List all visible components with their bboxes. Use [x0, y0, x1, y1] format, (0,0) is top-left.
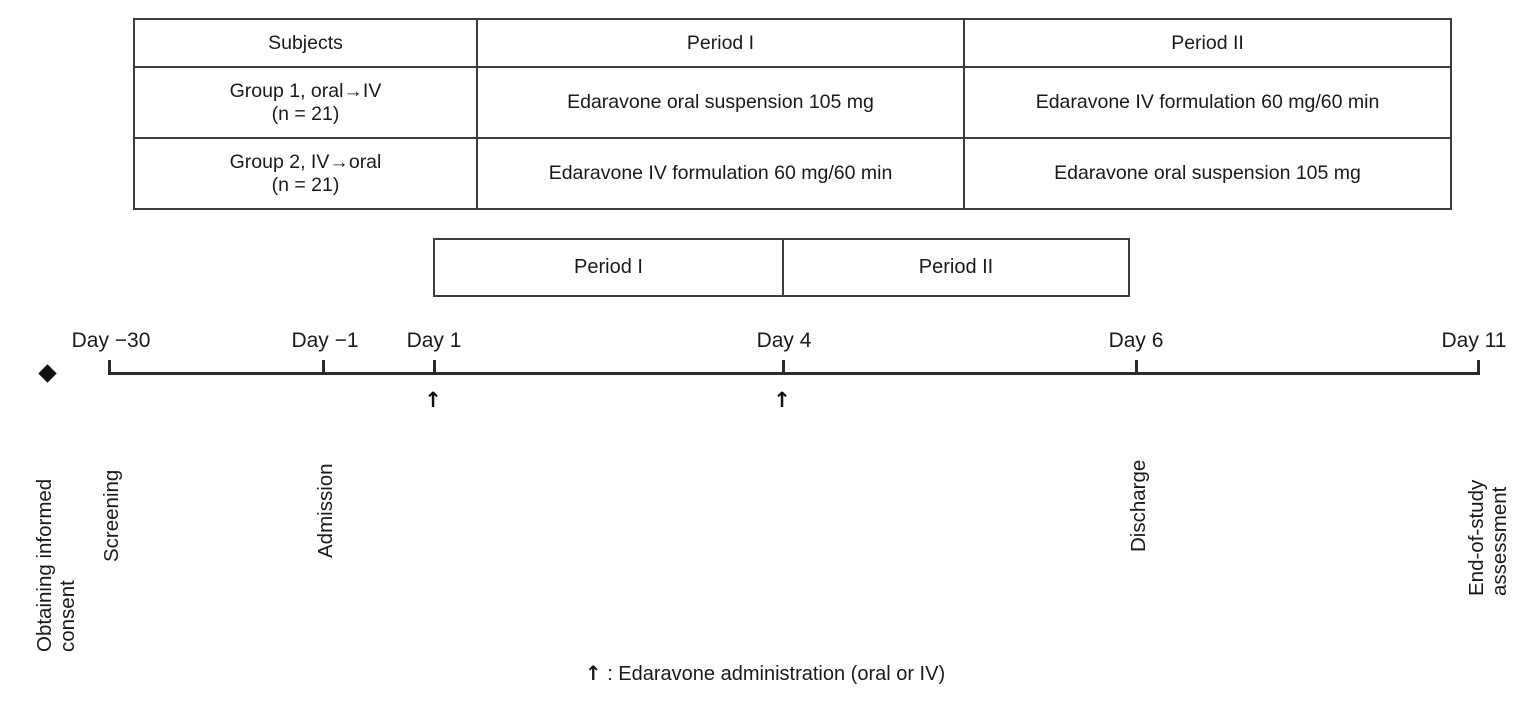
header-period-1: Period I — [477, 19, 964, 67]
group-1-count: (n = 21) — [271, 102, 340, 125]
timeline-tick-day-minus-1 — [322, 360, 325, 373]
header-subjects: Subjects — [134, 19, 477, 67]
group-2-count: (n = 21) — [271, 173, 340, 196]
legend-text: : Edaravone administration (oral or IV) — [607, 663, 946, 685]
group-1-label: Group 1, oral→IV — [229, 79, 382, 102]
event-label-discharge — [1128, 460, 1150, 552]
event-label-admission-line-1: Admission — [314, 463, 337, 558]
legend — [0, 661, 1530, 686]
cell-group-1-period-1: Edaravone oral suspension 105 mg — [477, 67, 964, 138]
period-bar-segment-1: Period I — [435, 240, 784, 295]
timeline-axis — [108, 372, 1480, 375]
day-label-minus-1: Day −1 — [291, 329, 359, 352]
event-label-informed-consent — [34, 479, 80, 652]
study-design-table — [133, 18, 1452, 210]
day-label-4: Day 4 — [756, 329, 812, 352]
administration-arrow-day-4: ↑ — [773, 388, 791, 412]
event-label-screening — [101, 470, 123, 562]
timeline-tick-day-1 — [433, 360, 436, 373]
timeline-tick-day-11 — [1477, 360, 1480, 373]
timeline-tick-day-minus-30 — [108, 360, 111, 373]
period-bar — [433, 238, 1130, 297]
event-label-end-of-study-line-2: assessment — [1487, 486, 1511, 596]
event-label-end-of-study-line-1: End-of-study — [1465, 479, 1488, 596]
day-label-11: Day 11 — [1441, 329, 1507, 352]
table-header-row — [134, 19, 1451, 67]
cell-group-1-period-2: Edaravone IV formulation 60 mg/60 min — [964, 67, 1451, 138]
table-row — [134, 138, 1451, 209]
event-label-end-of-study — [1466, 480, 1512, 596]
table-row — [134, 67, 1451, 138]
informed-consent-diamond-marker — [38, 364, 56, 382]
timeline-tick-day-4 — [782, 360, 785, 373]
day-label-6: Day 6 — [1108, 329, 1164, 352]
event-label-admission — [315, 463, 337, 558]
event-label-screening-line-1: Screening — [100, 469, 123, 562]
group-2-label: Group 2, IV→oral — [229, 150, 382, 173]
timeline-tick-day-6 — [1135, 360, 1138, 373]
header-period-2: Period II — [964, 19, 1451, 67]
event-label-discharge-line-1: Discharge — [1127, 459, 1150, 552]
event-label-informed-consent-line-1: Obtaining informed — [33, 478, 56, 652]
cell-subject-group-1 — [134, 67, 477, 138]
cell-group-2-period-1: Edaravone IV formulation 60 mg/60 min — [477, 138, 964, 209]
period-bar-segment-2: Period II — [918, 256, 994, 278]
day-label-1: Day 1 — [406, 329, 462, 352]
legend-administration-arrow-icon: ↑ — [584, 661, 602, 685]
cell-subject-group-2 — [134, 138, 477, 209]
day-label-minus-30: Day −30 — [71, 329, 151, 352]
cell-group-2-period-2: Edaravone oral suspension 105 mg — [964, 138, 1451, 209]
event-label-informed-consent-line-2: consent — [55, 580, 79, 652]
administration-arrow-day-1: ↑ — [424, 388, 442, 412]
